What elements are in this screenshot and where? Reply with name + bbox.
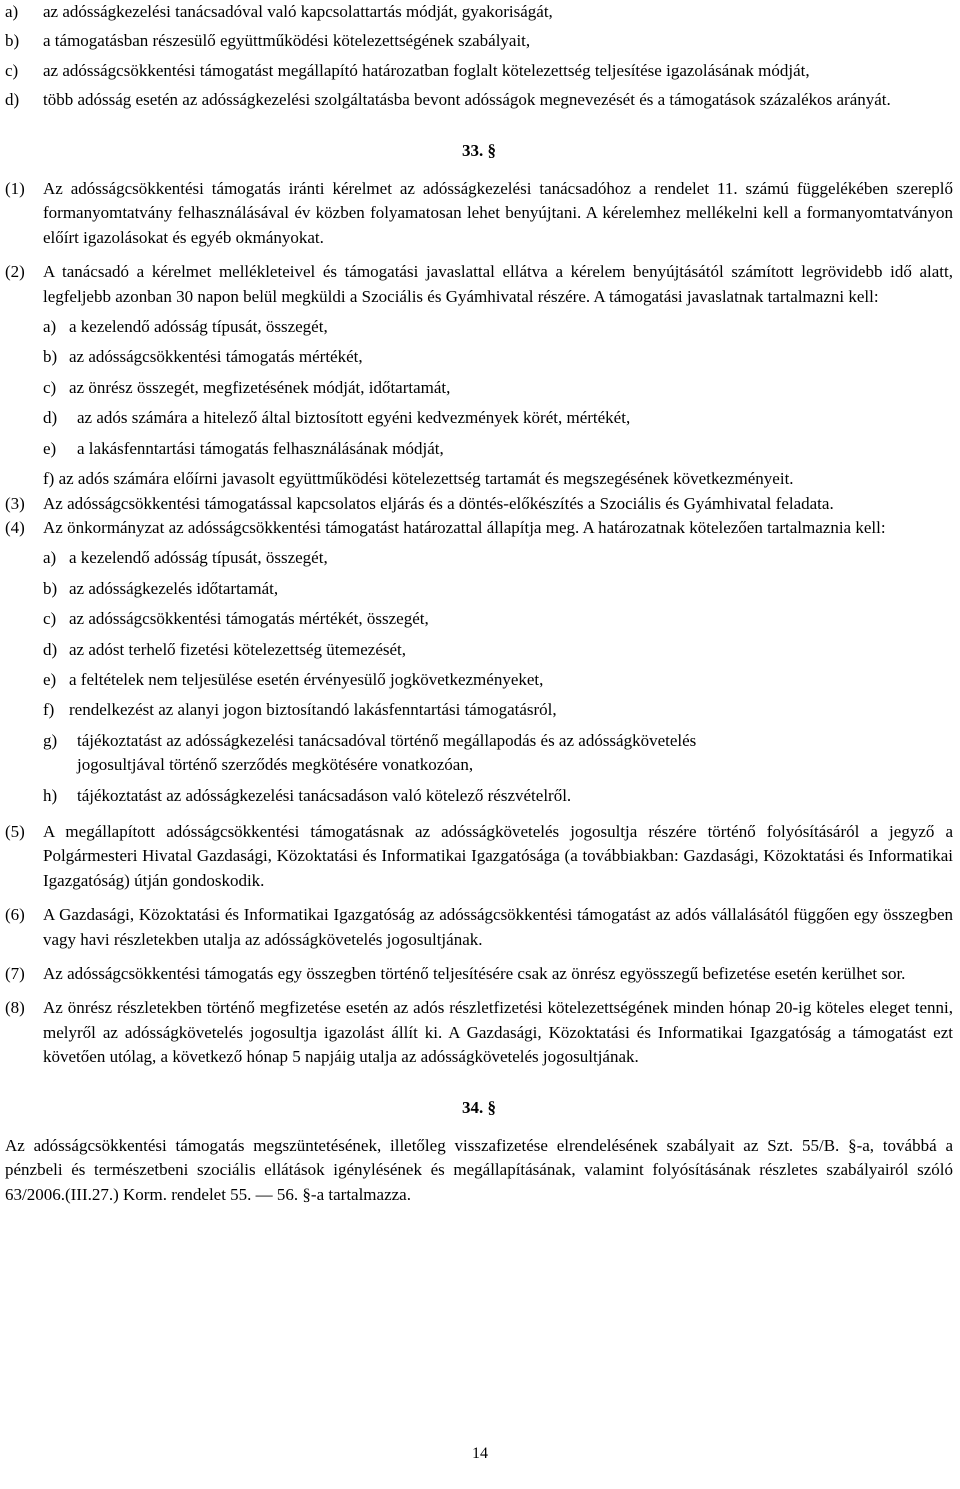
list-item-label: e) bbox=[43, 669, 57, 689]
paragraph-33-2 bbox=[5, 260, 953, 309]
list-item-text: az adósságcsökkentési támogatást megállapító határozatban foglalt kötelezettség teljesítése igazolásának módját, bbox=[43, 60, 810, 80]
list-item-label: e) bbox=[43, 438, 57, 458]
top-list bbox=[5, 0, 953, 113]
list-item-label: b) bbox=[43, 578, 58, 598]
paragraph-33-4 bbox=[5, 516, 953, 540]
list-item-text: f) az adós számára előírni javasolt együttműködési kötelezettség tartamát és megszegésének következményeit. bbox=[43, 469, 794, 489]
list-item-text: az adós számára a hitelező által biztosított egyéni kedvezmények körét, mértékét, bbox=[77, 408, 631, 428]
paragraph-text: A tanácsadó a kérelmet mellékleteivel és támogatási javaslattal ellátva a kérelem benyújtásától számított legrövidebb idő alatt, legfeljebb azonban 30 napon belül megküldi a Szociális és Gyámhivatal részére. A támogatási javaslatnak tartalmazni kell: bbox=[43, 262, 953, 306]
paragraph-33-8 bbox=[5, 996, 953, 1069]
list-item-text: a lakásfenntartási támogatás felhasználásának módját, bbox=[77, 438, 444, 458]
list-item bbox=[43, 467, 953, 491]
list-item bbox=[43, 546, 953, 570]
paragraph-label: (8) bbox=[5, 998, 25, 1018]
list-item bbox=[43, 376, 953, 400]
section-34-heading: 34. § bbox=[462, 1097, 496, 1117]
list-item-label: c) bbox=[5, 60, 19, 80]
paragraph-text: Az adósságcsökkentési támogatás egy összegben történő teljesítésére csak az önrész egyösszegű befizetése esetén kerülhet sor. bbox=[43, 964, 906, 983]
list-item-label: b) bbox=[5, 31, 20, 51]
paragraph-text: Az adósságcsökkentési támogatás iránti kérelmet az adósságkezelési tanácsadóhoz a rendelet 11. számú függelékében szereplő formanyomtatvány felhasználásával év közben folyamatosan lehet benyújtani. A kérelemhez mellékelni kell a formanyomtatványon előírt igazolásokat és egyéb okmányokat. bbox=[43, 179, 953, 247]
paragraph-text: Az önrész részletekben történő megfizetése esetén az adós részletfizetési kötelezettségének minden hónap 20-ig köteles eleget tenni, melyről az adósságkövetelés jogosultja igazolást állít ki. A Gazdasági, Közoktatási és Informatikai Igazgatóság a támogatást ezt követően utólag, a következő hónap 5 napjáig utalja az adósságkövetelés jogosultjának. bbox=[43, 998, 953, 1067]
list-item bbox=[43, 345, 953, 369]
list-item-text: a feltételek nem teljesülése esetén érvényesülő jogkövetkezményeket, bbox=[69, 669, 544, 689]
list-item bbox=[43, 437, 953, 461]
paragraph-33-6 bbox=[5, 903, 953, 952]
list-item bbox=[43, 698, 953, 722]
list-item bbox=[43, 577, 953, 601]
section-34-text: Az adósságcsökkentési támogatás megszüntetésének, illetőleg visszafizetése elrendelésének szabályait az Szt. 55/B. §-a, továbbá a pénzbeli és természetbeni szociális ellátások igénylésének és megállapításának, valamint folyósításának részletes szabályairól szóló 63/2006.(III.27.) Korm. rendelet 55. — 56. §-a tartalmazza. bbox=[5, 1136, 953, 1204]
list-item bbox=[43, 784, 953, 808]
list-item bbox=[43, 607, 953, 631]
list-item-label: d) bbox=[43, 639, 58, 659]
list-item bbox=[43, 315, 953, 339]
list-item-text: a kezelendő adósság típusát, összegét, bbox=[69, 317, 328, 337]
list-item bbox=[5, 29, 953, 53]
list-item-text: tájékoztatást az adósságkezelési tanácsadóval történő megállapodás és az adósságkövetelés jogosultjával történő szerződés megkötésére vonatkozóan, bbox=[77, 730, 697, 775]
list-item-label: g) bbox=[43, 730, 58, 750]
paragraph-33-4-items bbox=[5, 546, 953, 808]
list-item-text: tájékoztatást az adósságkezelési tanácsadáson való kötelező részvételről. bbox=[77, 785, 572, 805]
list-item-text: több adósság esetén az adósságkezelési szolgáltatásba bevont adósságok megnevezését és a támogatások százalékos arányát. bbox=[43, 90, 891, 110]
list-item-label: h) bbox=[43, 785, 58, 805]
section-33-heading: 33. § bbox=[462, 140, 496, 160]
paragraph-label: (6) bbox=[5, 905, 25, 925]
list-item bbox=[43, 729, 717, 778]
list-item bbox=[5, 59, 953, 83]
paragraph-label: (1) bbox=[5, 179, 25, 199]
paragraph-text: Az önkormányzat az adósságcsökkentési támogatást határozattal állapítja meg. A határozatnak kötelezően tartalmaznia kell: bbox=[43, 517, 886, 537]
list-item-label: a) bbox=[5, 2, 19, 21]
list-item-label: d) bbox=[43, 408, 58, 428]
document-page bbox=[5, 0, 953, 1207]
paragraph-33-5 bbox=[5, 820, 953, 893]
paragraph-33-2-items bbox=[5, 315, 953, 491]
list-item-label: a) bbox=[43, 548, 57, 568]
list-item-text: az önrész összegét, megfizetésének módját, időtartamát, bbox=[69, 377, 451, 397]
paragraph-33-7 bbox=[5, 962, 953, 986]
list-item bbox=[43, 406, 953, 430]
list-item bbox=[43, 638, 953, 662]
list-item-text: az adósságkezelés időtartamát, bbox=[69, 578, 279, 598]
list-item bbox=[5, 88, 953, 112]
list-item-label: f) bbox=[43, 700, 55, 720]
paragraph-label: (2) bbox=[5, 262, 25, 282]
paragraph-label: (4) bbox=[5, 517, 25, 537]
list-item-text: a támogatásban részesülő együttműködési kötelezettségének szabályait, bbox=[43, 31, 531, 51]
list-item-label: c) bbox=[43, 609, 57, 629]
paragraph-text: A Gazdasági, Közoktatási és Informatikai Igazgatóság az adósságcsökkentési támogatást az adós vállalásától függően egy összegben vagy havi részletekben utalja az adósságkövetelés jogosultjának. bbox=[43, 905, 953, 949]
list-item-text: az adósságcsökkentési támogatás mértékét, bbox=[69, 347, 363, 367]
list-item bbox=[5, 0, 953, 24]
list-item-text: az adósságkezelési tanácsadóval való kapcsolattartás módját, gyakoriságát, bbox=[43, 2, 553, 21]
page-number: 14 bbox=[472, 1445, 488, 1462]
list-item bbox=[43, 668, 953, 692]
paragraph-text: Az adósságcsökkentési támogatással kapcsolatos eljárás és a döntés-előkészítés a Szociális és Gyámhivatal feladata. bbox=[43, 493, 834, 513]
paragraph-label: (7) bbox=[5, 964, 25, 983]
list-item-text: az adósságcsökkentési támogatás mértékét, összegét, bbox=[69, 609, 429, 629]
list-item-label: c) bbox=[43, 377, 57, 397]
paragraph-label: (5) bbox=[5, 821, 25, 841]
paragraph-text: A megállapított adósságcsökkentési támogatásnak az adósságkövetelés jogosultja részére történő folyósításáról a jegyző a Polgármesteri Hivatal Gazdasági, Közoktatási és Informatikai Igazgatósága (a továbbiakban: Gazdasági, Közoktatási és Informatikai Igazgatóság) útján gondoskodik. bbox=[43, 821, 953, 890]
list-item-text: rendelkezést az alanyi jogon biztosítandó lakásfenntartási támogatásról, bbox=[69, 700, 557, 720]
paragraph-33-1 bbox=[5, 177, 953, 250]
paragraph-label: (3) bbox=[5, 493, 25, 513]
list-item-text: az adóst terhelő fizetési kötelezettség ütemezését, bbox=[69, 639, 407, 659]
list-item-label: d) bbox=[5, 90, 20, 110]
list-item-label: a) bbox=[43, 317, 57, 337]
paragraph-33-3 bbox=[5, 492, 953, 516]
list-item-text: a kezelendő adósság típusát, összegét, bbox=[69, 548, 328, 568]
list-item-label: b) bbox=[43, 347, 58, 367]
